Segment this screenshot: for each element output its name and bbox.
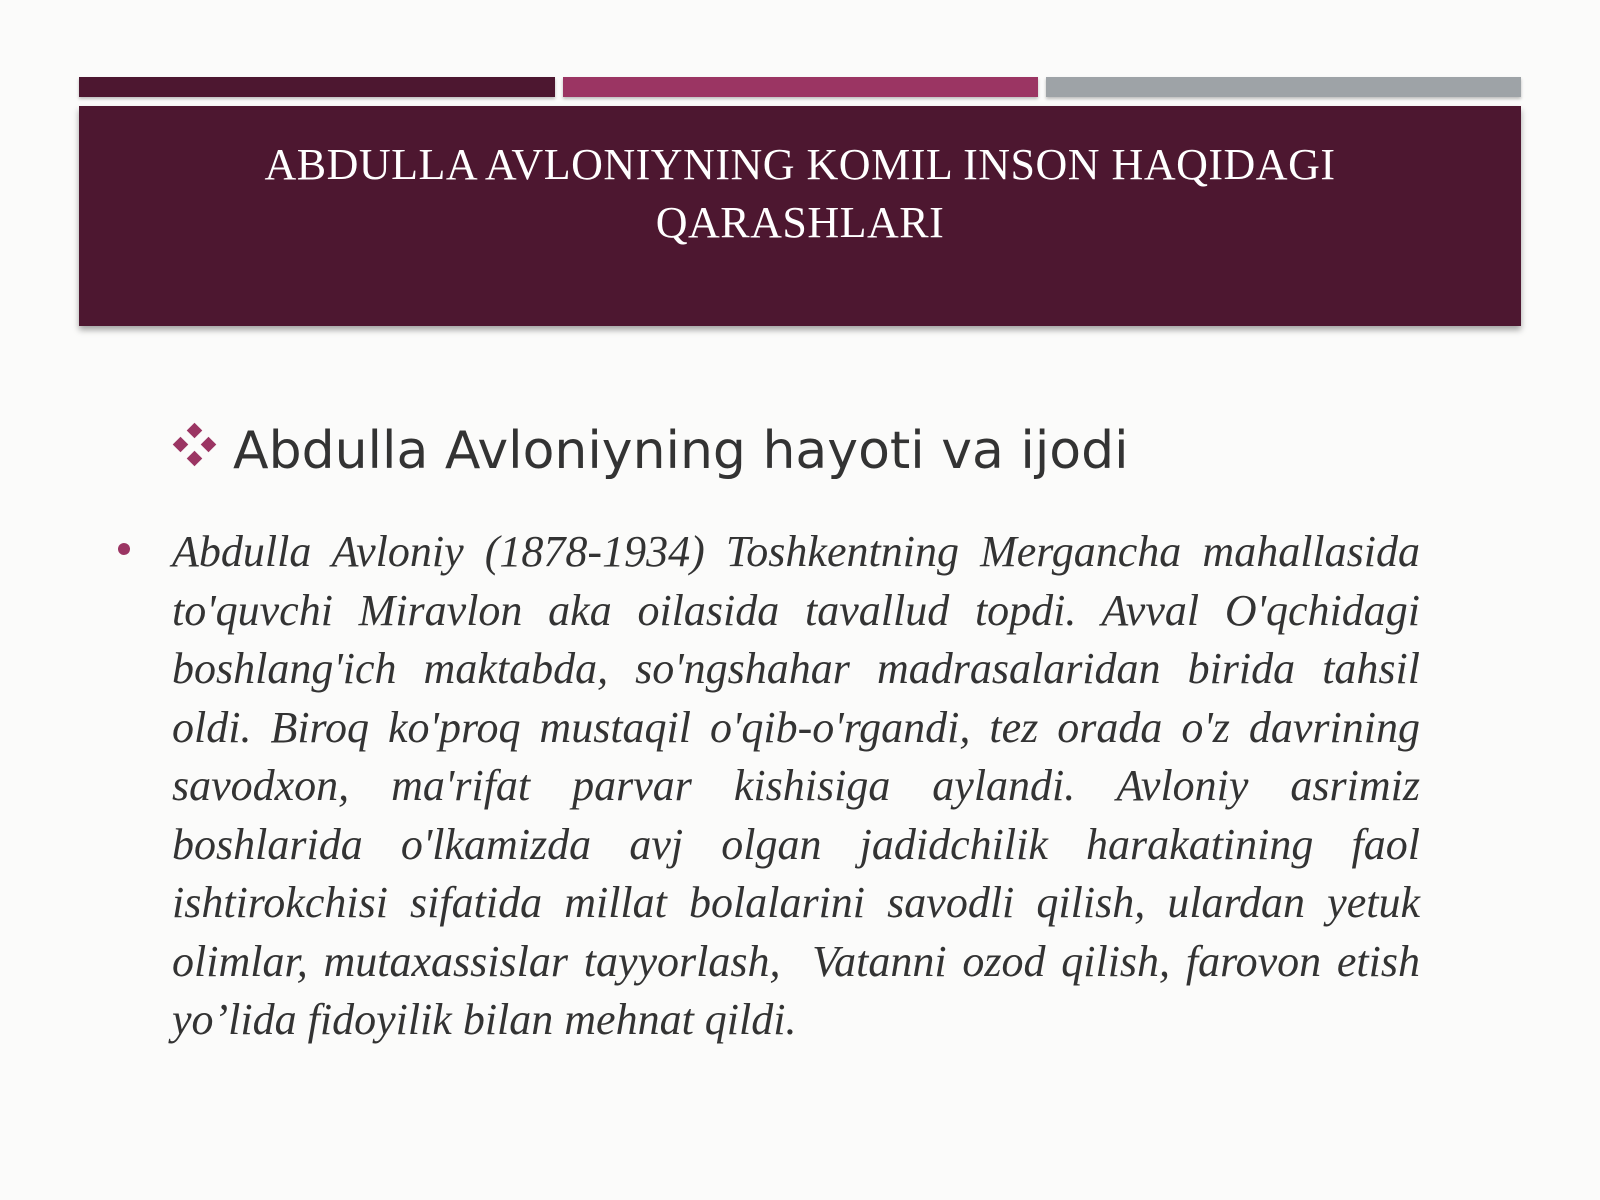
subheading-row (175, 415, 1129, 487)
subheading: Abdulla Avloniyning hayoti va ijodi (233, 421, 1129, 481)
diamond-cluster-icon (175, 425, 215, 465)
bullet-icon (118, 543, 130, 555)
title-band (79, 106, 1521, 326)
accent-bar-gray (1046, 77, 1521, 97)
slide-title: ABDULLA AVLONIYNING KOMIL INSON HAQIDAGI QARASHLARI (264, 140, 1336, 247)
body-paragraph: Abdulla Avloniy (1878-1934) Toshkentning Mergancha mahallasida to'quvchi Miravlon aka oilasida tavallud topdi. Avval O'qchidagi boshlang'ich maktabda, so'ngshahar madrasalaridan birida tahsil oldi. Biroq ko'proq mustaqil o'qib-o'rgandi, tez orada o'z davrining savodxon, ma'rifat parvar kishisiga aylandi. Avloniy asrimiz boshlarida o'lkamizda avj olgan jadidchilik harakatining faol ishtirokchisi sifatida millat bolalarini savodli qilish, ulardan yetuk olimlar, mutaxassislar tayyorlash, Vatanni ozod qilish, farovon etish yo’lida fidoyilik bilan mehnat qildi. (172, 527, 1431, 1044)
accent-bar-dark (79, 77, 555, 97)
accent-bar-magenta (563, 77, 1038, 97)
